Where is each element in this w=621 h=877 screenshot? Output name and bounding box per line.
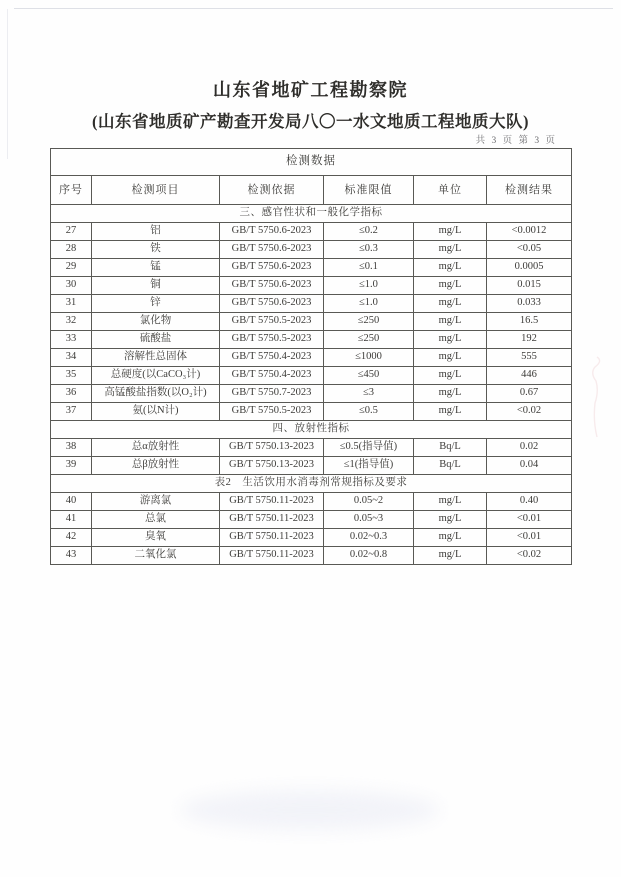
cell-unit: mg/L — [414, 295, 487, 313]
cell-seq: 31 — [51, 295, 92, 313]
table-row — [51, 259, 572, 277]
table-row — [51, 313, 572, 331]
cell-item: 高锰酸盐指数(以O₂计) — [92, 385, 220, 403]
table-row — [51, 547, 572, 565]
cell-method: GB/T 5750.13-2023 — [220, 457, 324, 475]
cell-limit: ≤0.2 — [324, 223, 414, 241]
col-header-seq: 序号 — [51, 176, 92, 205]
cell-result: <0.05 — [487, 241, 572, 259]
cell-unit: Bq/L — [414, 457, 487, 475]
table-row — [51, 277, 572, 295]
cell-method: GB/T 5750.5-2023 — [220, 403, 324, 421]
cell-method: GB/T 5750.4-2023 — [220, 349, 324, 367]
cell-result: 0.04 — [487, 457, 572, 475]
table-row — [51, 331, 572, 349]
cell-limit: ≤450 — [324, 367, 414, 385]
cell-unit: mg/L — [414, 277, 487, 295]
cell-limit: ≤1(指导值) — [324, 457, 414, 475]
cell-unit: mg/L — [414, 367, 487, 385]
cell-unit: mg/L — [414, 385, 487, 403]
section-title-row — [51, 475, 572, 493]
cell-unit: mg/L — [414, 259, 487, 277]
cell-method: GB/T 5750.5-2023 — [220, 313, 324, 331]
cell-result: 192 — [487, 331, 572, 349]
table-caption: 检测数据 — [51, 149, 572, 176]
cell-item: 氨(以N计) — [92, 403, 220, 421]
cell-item: 总氯 — [92, 511, 220, 529]
cell-seq: 34 — [51, 349, 92, 367]
cell-item: 总β放射性 — [92, 457, 220, 475]
cell-unit: mg/L — [414, 331, 487, 349]
scan-smudge-artifact — [180, 790, 440, 830]
cell-seq: 42 — [51, 529, 92, 547]
cell-unit: mg/L — [414, 223, 487, 241]
cell-method: GB/T 5750.11-2023 — [220, 511, 324, 529]
page-number-marker: 共 3 页 第 3 页 — [475, 136, 557, 146]
cell-limit: ≤1000 — [324, 349, 414, 367]
cell-limit: ≤1.0 — [324, 295, 414, 313]
table-row — [51, 223, 572, 241]
cell-result: <0.02 — [487, 403, 572, 421]
cell-unit: mg/L — [414, 511, 487, 529]
cell-item: 铜 — [92, 277, 220, 295]
cell-method: GB/T 5750.4-2023 — [220, 367, 324, 385]
table-caption-row — [51, 149, 572, 176]
cell-result: <0.01 — [487, 511, 572, 529]
cell-limit: ≤3 — [324, 385, 414, 403]
page-subtitle: (山东省地质矿产勘查开发局八〇一水文地质工程地质大队) — [92, 112, 529, 131]
cell-item: 臭氧 — [92, 529, 220, 547]
section-title-row — [51, 205, 572, 223]
cell-seq: 43 — [51, 547, 92, 565]
table-row — [51, 493, 572, 511]
cell-item: 总硬度(以CaCO₃计) — [92, 367, 220, 385]
cell-method: GB/T 5750.6-2023 — [220, 223, 324, 241]
cell-seq: 38 — [51, 439, 92, 457]
cell-seq: 39 — [51, 457, 92, 475]
cell-seq: 27 — [51, 223, 92, 241]
cell-unit: mg/L — [414, 547, 487, 565]
section-title: 三、感官性状和一般化学指标 — [51, 205, 572, 223]
cell-method: GB/T 5750.11-2023 — [220, 547, 324, 565]
cell-limit: ≤250 — [324, 313, 414, 331]
cell-result: 0.02 — [487, 439, 572, 457]
cell-item: 铁 — [92, 241, 220, 259]
cell-method: GB/T 5750.11-2023 — [220, 493, 324, 511]
table-row — [51, 439, 572, 457]
table-row — [51, 457, 572, 475]
cell-result: 16.5 — [487, 313, 572, 331]
scan-edge-artifact — [14, 8, 613, 9]
cell-method: GB/T 5750.5-2023 — [220, 331, 324, 349]
section-title: 表2 生活饮用水消毒剂常规指标及要求 — [51, 475, 572, 493]
cell-unit: mg/L — [414, 493, 487, 511]
cell-limit: 0.05~3 — [324, 511, 414, 529]
table-row — [51, 529, 572, 547]
cell-seq: 28 — [51, 241, 92, 259]
cell-result: 0.0005 — [487, 259, 572, 277]
test-results-table — [50, 148, 572, 565]
col-header-unit: 单位 — [414, 176, 487, 205]
page-title: 山东省地矿工程勘察院 — [213, 80, 408, 100]
cell-result: 446 — [487, 367, 572, 385]
cell-item: 二氧化氯 — [92, 547, 220, 565]
cell-limit: ≤0.1 — [324, 259, 414, 277]
cell-method: GB/T 5750.7-2023 — [220, 385, 324, 403]
section-title: 四、放射性指标 — [51, 421, 572, 439]
col-header-method: 检测依据 — [220, 176, 324, 205]
cell-limit: ≤1.0 — [324, 277, 414, 295]
stamp-edge-mark — [583, 295, 605, 455]
cell-result: <0.02 — [487, 547, 572, 565]
cell-seq: 29 — [51, 259, 92, 277]
table-row — [51, 367, 572, 385]
cell-item: 硫酸盐 — [92, 331, 220, 349]
cell-limit: ≤0.5 — [324, 403, 414, 421]
cell-result: <0.0012 — [487, 223, 572, 241]
document-header — [0, 76, 621, 132]
cell-method: GB/T 5750.13-2023 — [220, 439, 324, 457]
cell-limit: 0.05~2 — [324, 493, 414, 511]
cell-seq: 36 — [51, 385, 92, 403]
table-header-row — [51, 176, 572, 205]
cell-unit: mg/L — [414, 529, 487, 547]
cell-result: <0.01 — [487, 529, 572, 547]
cell-method: GB/T 5750.6-2023 — [220, 295, 324, 313]
cell-item: 游离氯 — [92, 493, 220, 511]
cell-result: 555 — [487, 349, 572, 367]
cell-seq: 32 — [51, 313, 92, 331]
cell-unit: Bq/L — [414, 439, 487, 457]
cell-item: 总α放射性 — [92, 439, 220, 457]
cell-method: GB/T 5750.6-2023 — [220, 241, 324, 259]
cell-item: 锌 — [92, 295, 220, 313]
table-row — [51, 511, 572, 529]
cell-unit: mg/L — [414, 241, 487, 259]
col-header-limit: 标准限值 — [324, 176, 414, 205]
table-row — [51, 241, 572, 259]
cell-method: GB/T 5750.6-2023 — [220, 259, 324, 277]
cell-unit: mg/L — [414, 313, 487, 331]
cell-unit: mg/L — [414, 349, 487, 367]
cell-seq: 37 — [51, 403, 92, 421]
cell-item: 铝 — [92, 223, 220, 241]
cell-method: GB/T 5750.11-2023 — [220, 529, 324, 547]
cell-limit: 0.02~0.8 — [324, 547, 414, 565]
cell-limit: ≤250 — [324, 331, 414, 349]
cell-limit: 0.02~0.3 — [324, 529, 414, 547]
section-title-row — [51, 421, 572, 439]
cell-unit: mg/L — [414, 403, 487, 421]
table-row — [51, 403, 572, 421]
cell-item: 溶解性总固体 — [92, 349, 220, 367]
cell-item: 锰 — [92, 259, 220, 277]
table-row — [51, 385, 572, 403]
cell-seq: 33 — [51, 331, 92, 349]
cell-result: 0.40 — [487, 493, 572, 511]
cell-result: 0.015 — [487, 277, 572, 295]
table-row — [51, 295, 572, 313]
col-header-result: 检测结果 — [487, 176, 572, 205]
cell-seq: 40 — [51, 493, 92, 511]
cell-method: GB/T 5750.6-2023 — [220, 277, 324, 295]
cell-seq: 30 — [51, 277, 92, 295]
cell-limit: ≤0.5(指导值) — [324, 439, 414, 457]
table-row — [51, 349, 572, 367]
cell-result: 0.033 — [487, 295, 572, 313]
cell-seq: 41 — [51, 511, 92, 529]
cell-item: 氯化物 — [92, 313, 220, 331]
cell-seq: 35 — [51, 367, 92, 385]
cell-result: 0.67 — [487, 385, 572, 403]
cell-limit: ≤0.3 — [324, 241, 414, 259]
col-header-item: 检测项目 — [92, 176, 220, 205]
